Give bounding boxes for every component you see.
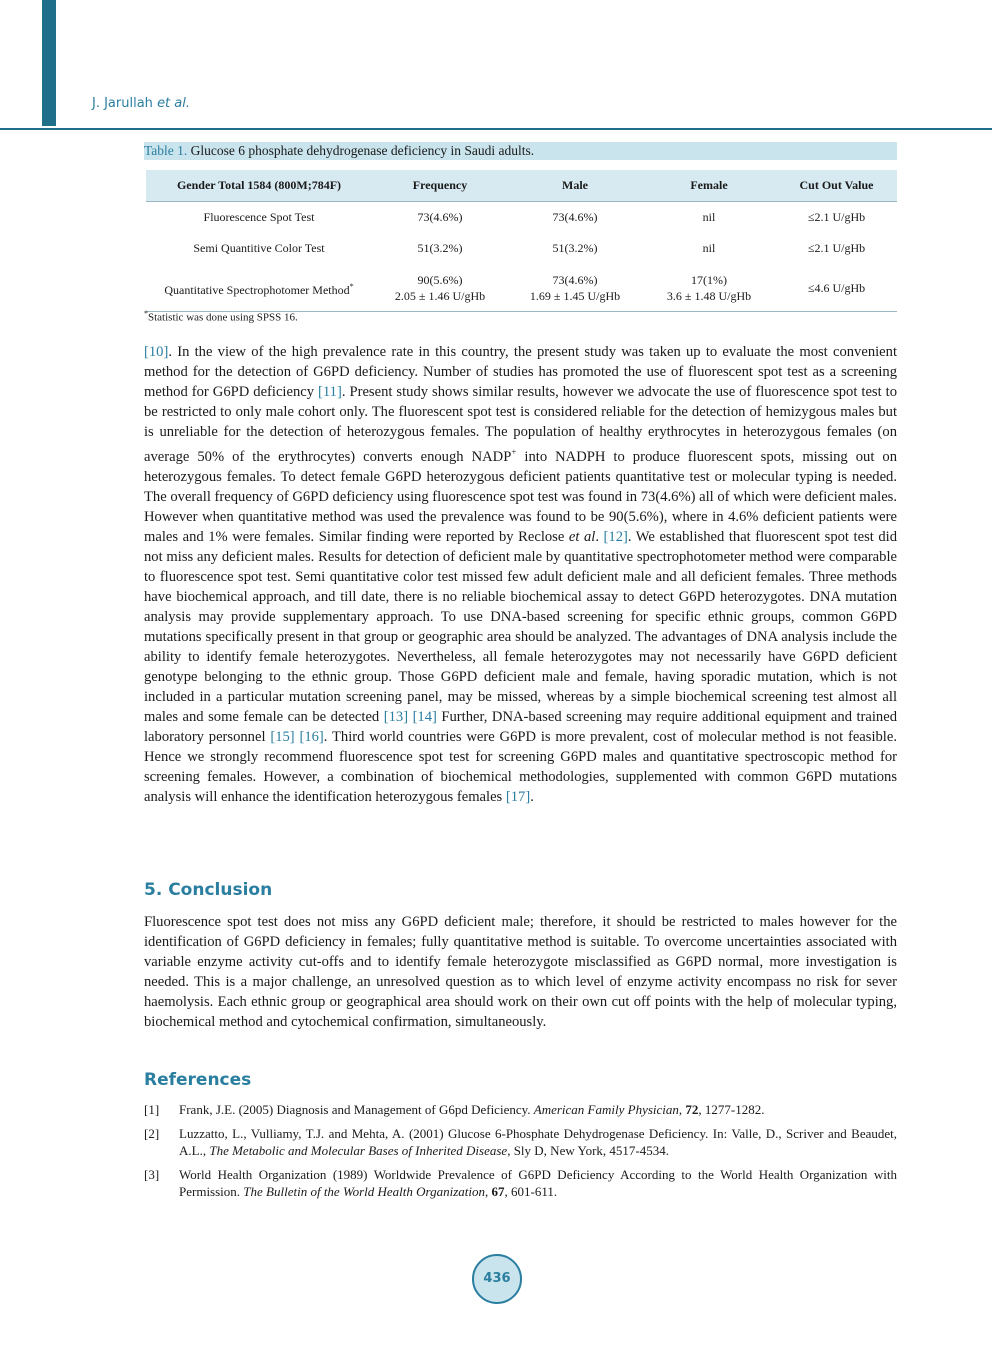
discussion-text: Further, DNA-based screening may require additional equipment and trained laboratory personnel <box>144 708 898 745</box>
citation-link[interactable]: [13] <box>383 708 409 725</box>
citation-link[interactable]: [11] <box>318 384 342 400</box>
table-caption-text: Glucose 6 phosphate dehydrogenase deficiency in Saudi adults. <box>190 143 535 158</box>
reference-sep: , <box>678 1102 686 1117</box>
reference-text <box>179 1101 897 1118</box>
cell-male-count: 73(4.6%) <box>552 273 598 287</box>
cell-frequency: 73(4.6%) <box>417 209 463 224</box>
cell-method: Fluorescence Spot Test <box>203 209 315 224</box>
reference-text <box>179 1125 897 1159</box>
cell-cut-out: ≤4.6 U/gHb <box>776 265 897 312</box>
citation-link[interactable]: [12] <box>603 528 628 545</box>
cell-frequency <box>372 265 508 312</box>
reference-number: [3] <box>144 1167 160 1182</box>
discussion-text: . <box>530 788 534 805</box>
sidebar-accent-bar <box>42 0 56 126</box>
cell-male-mean: 1.69 ± 1.45 U/gHb <box>529 289 621 303</box>
cell-male <box>508 265 642 312</box>
conclusion-heading: 5. Conclusion <box>144 880 273 900</box>
discussion-text: . In the view of the high prevalence rate in this country, the present study was taken up to evaluate the most convenient method for the detection of G6PD deficiency. Number of studies has promoted the use of fluorescent spot test as a screening method for G6PD deficiency <box>144 344 897 400</box>
cell-female <box>642 265 776 312</box>
table-row <box>146 232 897 265</box>
discussion-text: into NADPH to produce fluorescent spots, missing out on heterozygous females. To detect female G6PD heterozygous deficient patients quantitative test or molecular typing is needed. The overall frequency of G6PD deficiency using fluorescence spot test was found in 73(4.6%) all of which were deficient males. However when quantitative method was used the prevalence was found to be 90(5.6%), where in 4.6% deficient patients were males and 1% were females. Similar finding were reported by Reclose <box>144 448 898 545</box>
cell-frequency-mean: 2.05 ± 1.46 U/gHb <box>394 289 486 303</box>
reference-authors-title: Frank, J.E. (2005) Diagnosis and Management of G6pd Deficiency. <box>179 1102 534 1117</box>
cell-method <box>146 265 372 312</box>
cell-female: nil <box>702 241 716 255</box>
header-rule <box>0 128 992 130</box>
table-caption-label: Table 1. <box>144 143 188 158</box>
table-header-row <box>146 170 897 202</box>
column-header-female: Female <box>642 170 776 202</box>
reference-publisher: , Sly D, New York, 4517-4534. <box>507 1143 669 1158</box>
table-row <box>146 265 897 312</box>
cell-female-count: 17(1%) <box>691 273 727 287</box>
running-head <box>92 96 190 111</box>
reference-number: [1] <box>144 1102 160 1117</box>
citation-link[interactable]: [16] <box>299 728 324 745</box>
discussion-text: . <box>595 528 604 545</box>
citation-link[interactable]: [14] <box>412 708 437 725</box>
et-al-text: et al <box>568 528 596 545</box>
page-number-badge: 436 <box>472 1254 522 1304</box>
reference-sep: , <box>485 1184 492 1199</box>
cell-female: nil <box>702 209 716 224</box>
reference-pages: , 601-611. <box>504 1184 558 1199</box>
cell-method-text: Quantitative Spectrophotomer Method <box>164 282 350 297</box>
table-footnote-text: Statistic was done using SPSS 16. <box>148 311 298 324</box>
column-header-gender: Gender Total 1584 (800M;784F) <box>146 170 372 202</box>
cell-male: 51(3.2%) <box>552 241 598 255</box>
cell-frequency: 51(3.2%) <box>417 241 463 255</box>
cell-frequency-count: 90(5.6%) <box>417 273 463 287</box>
reference-journal: The Bulletin of the World Health Organization <box>243 1184 485 1199</box>
table-footnote-mark: * <box>144 309 148 318</box>
cell-cut-out: ≤2.1 U/gHb <box>807 241 866 255</box>
discussion-paragraph <box>144 342 897 807</box>
reference-volume: 67 <box>491 1184 505 1199</box>
column-header-frequency: Frequency <box>372 170 508 202</box>
reference-authors-title: Luzzatto, L., Vulliamy, T.J. and Mehta, A. (2001) Glucose 6-Phosphate Dehydrogenase Deficiency. In: Valle, D., Scriver and Beaudet, A.L., <box>179 1126 897 1158</box>
cell-method-sup: * <box>349 281 354 291</box>
table-row <box>146 202 897 233</box>
discussion-text: . Third world countries were G6PD is more prevalent, cost of molecular method is not feasible. Hence we strongly recommend fluorescence spot test for screening G6PD males and quantitative spectroscopic method for screening females. However, a combination of biochemical methodologies, supplemented with common G6PD mutations analysis will enhance the identification heterozygous females <box>144 728 897 805</box>
reference-pages: , 1277-1282. <box>698 1102 765 1117</box>
table-footnote <box>144 309 298 324</box>
conclusion-paragraph: Fluorescence spot test does not miss any G6PD deficient male; therefore, it should be restricted to males however for the identification of G6PD deficiency in females; fully quantitative method is suitable. To overcome uncertainties associated with variable enzyme activity cut-offs and to identify female heterozygote misclassified as G6PD normal, more investigation is needed. This is a major challenge, an unresolved question as to which level of enzyme activity encompass no risk for sever haemolysis. Each ethnic group or geographical area should work on their own cut off points with the help of molecular typing, biochemical method and cytochemical confirmation, simultaneously. <box>144 914 897 1030</box>
results-table <box>146 170 897 312</box>
superscript-plus: + <box>511 447 517 457</box>
reference-text <box>179 1166 897 1200</box>
citation-link[interactable]: [17] <box>505 788 531 805</box>
discussion-text: . We established that fluorescent spot test did not miss any deficient males. Results for detection of deficient male by quantitative spectrophotometer method were comparable to fluorescence spot test. Semi quantitative color test missed few adult deficient male and all deficient females. Three methods have biochemical approach, and till date, there is no reliable biochemical assay to detect G6PD heterozygotes. DNA mutation analysis may provide supplementary approach. To use DNA-based screening for specific ethnic groups, common G6PD mutations specifically present in that group or geographic area should be analyzed. The advantages of DNA analysis include the ability to identify female heterozygotes. Nevertheless, all female heterozygotes may not necessarily have G6PD deficient genotype belonging to the ethnic group. Those G6PD deficient male and female, having sporadic mutation, which is not included in a particular mutation screening panel, may be missed, whereas by a simple biochemical screening test almost all males and some female can be detected <box>144 528 897 725</box>
reference-authors-title: World Health Organization (1989) Worldwide Prevalence of G6PD Deficiency According to the World Health Organization with Permission. <box>179 1167 897 1199</box>
running-head-author: J. Jarullah <box>92 96 153 111</box>
reference-volume: 72 <box>685 1102 699 1117</box>
citation-link[interactable]: [10] <box>144 344 169 360</box>
reference-journal: American Family Physician <box>533 1102 679 1117</box>
cell-female-mean: 3.6 ± 1.48 U/gHb <box>666 289 752 303</box>
reference-journal: The Metabolic and Molecular Bases of Inherited Disease <box>209 1143 508 1158</box>
cell-cut-out: ≤2.1 U/gHb <box>807 209 866 224</box>
reference-number: [2] <box>144 1126 160 1141</box>
citation-link[interactable]: [15] <box>270 728 295 745</box>
column-header-cut-out: Cut Out Value <box>776 170 897 202</box>
references-heading: References <box>144 1070 252 1090</box>
cell-method: Semi Quantitive Color Test <box>193 241 325 255</box>
discussion-text: . Present study shows similar results, however we advocate the use of fluorescence spot test to be restricted to only male cohort only. The fluorescent spot test is considered reliable for the detection of hemizygous males but is unreliable for the detection of heterozygous females. The population of healthy erythrocytes in heterozygous females (on average 50% of the erythrocytes) converts enough NADP <box>144 384 898 465</box>
column-header-male: Male <box>508 170 642 202</box>
cell-male: 73(4.6%) <box>552 209 598 224</box>
table-caption <box>144 142 897 160</box>
running-head-etal: et al. <box>157 96 191 111</box>
